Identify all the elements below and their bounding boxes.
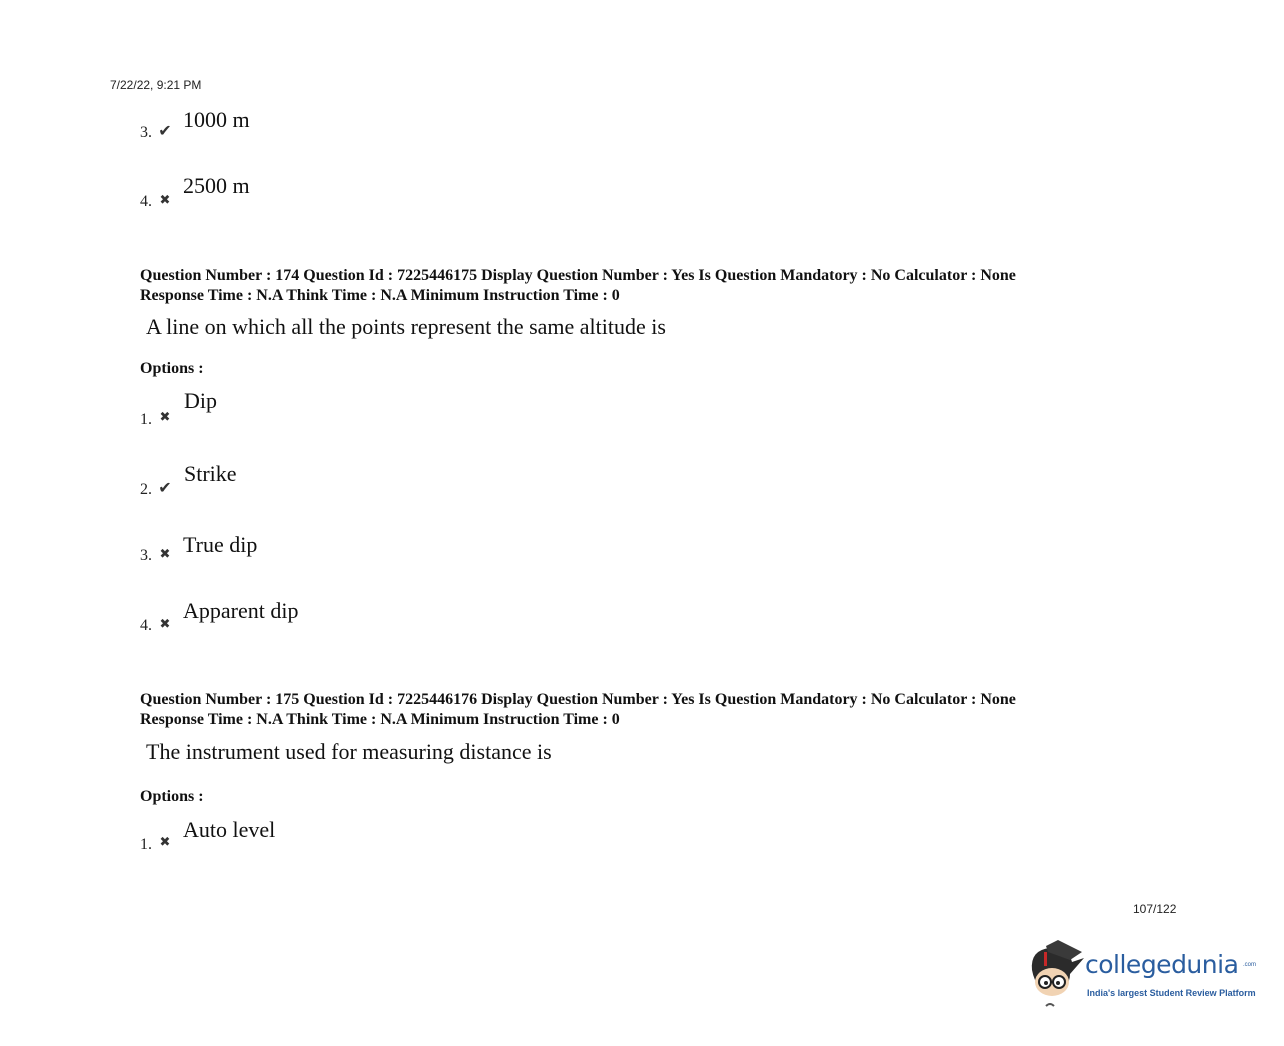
wrong-cross-icon: ✖	[159, 834, 171, 849]
print-timestamp: 7/22/22, 9:21 PM	[110, 78, 202, 92]
wrong-cross-icon: ✖	[159, 409, 171, 424]
option-text: Dip	[184, 388, 217, 413]
question-text: A line on which all the points represent the same altitude is	[146, 314, 666, 339]
question-text: The instrument used for measuring distance is	[146, 739, 552, 764]
correct-check-icon: ✔	[158, 480, 172, 497]
option-number: 1.	[140, 411, 152, 428]
page-number: 107/122	[1133, 902, 1177, 916]
option-number: 3.	[140, 124, 152, 141]
question-meta-line2: Response Time : N.A Think Time : N.A Minimum Instruction Time : 0	[140, 711, 620, 728]
question-meta-line1: Question Number : 174 Question Id : 7225446175 Display Question Number : Yes Is Question Mandatory : No Calculator : None	[140, 267, 1016, 284]
options-label: Options :	[140, 788, 204, 805]
option-text: Strike	[184, 461, 237, 486]
option-text: Apparent dip	[183, 598, 299, 623]
logo-suffix: .com	[1243, 962, 1257, 968]
option-number: 1.	[140, 836, 152, 853]
option-number: 3.	[140, 547, 152, 564]
option-text: 2500 m	[183, 173, 250, 198]
question-meta-line1: Question Number : 175 Question Id : 7225446176 Display Question Number : Yes Is Question Mandatory : No Calculator : None	[140, 691, 1016, 708]
wrong-cross-icon: ✖	[159, 616, 171, 631]
option-text: True dip	[183, 532, 258, 557]
option-number: 2.	[140, 481, 152, 498]
logo-tagline: India's largest Student Review Platform	[1087, 988, 1256, 998]
option-text: 1000 m	[183, 107, 250, 132]
options-label: Options :	[140, 360, 204, 377]
option-number: 4.	[140, 617, 152, 634]
option-text: Auto level	[183, 817, 276, 842]
question-meta-line2: Response Time : N.A Think Time : N.A Minimum Instruction Time : 0	[140, 287, 620, 304]
collegedunia-mascot-icon	[1024, 940, 1086, 1013]
logo-wordmark: collegedunia	[1085, 950, 1239, 979]
wrong-cross-icon: ✖	[159, 546, 171, 561]
correct-check-icon: ✔	[158, 123, 172, 140]
wrong-cross-icon: ✖	[159, 192, 171, 207]
option-number: 4.	[140, 193, 152, 210]
